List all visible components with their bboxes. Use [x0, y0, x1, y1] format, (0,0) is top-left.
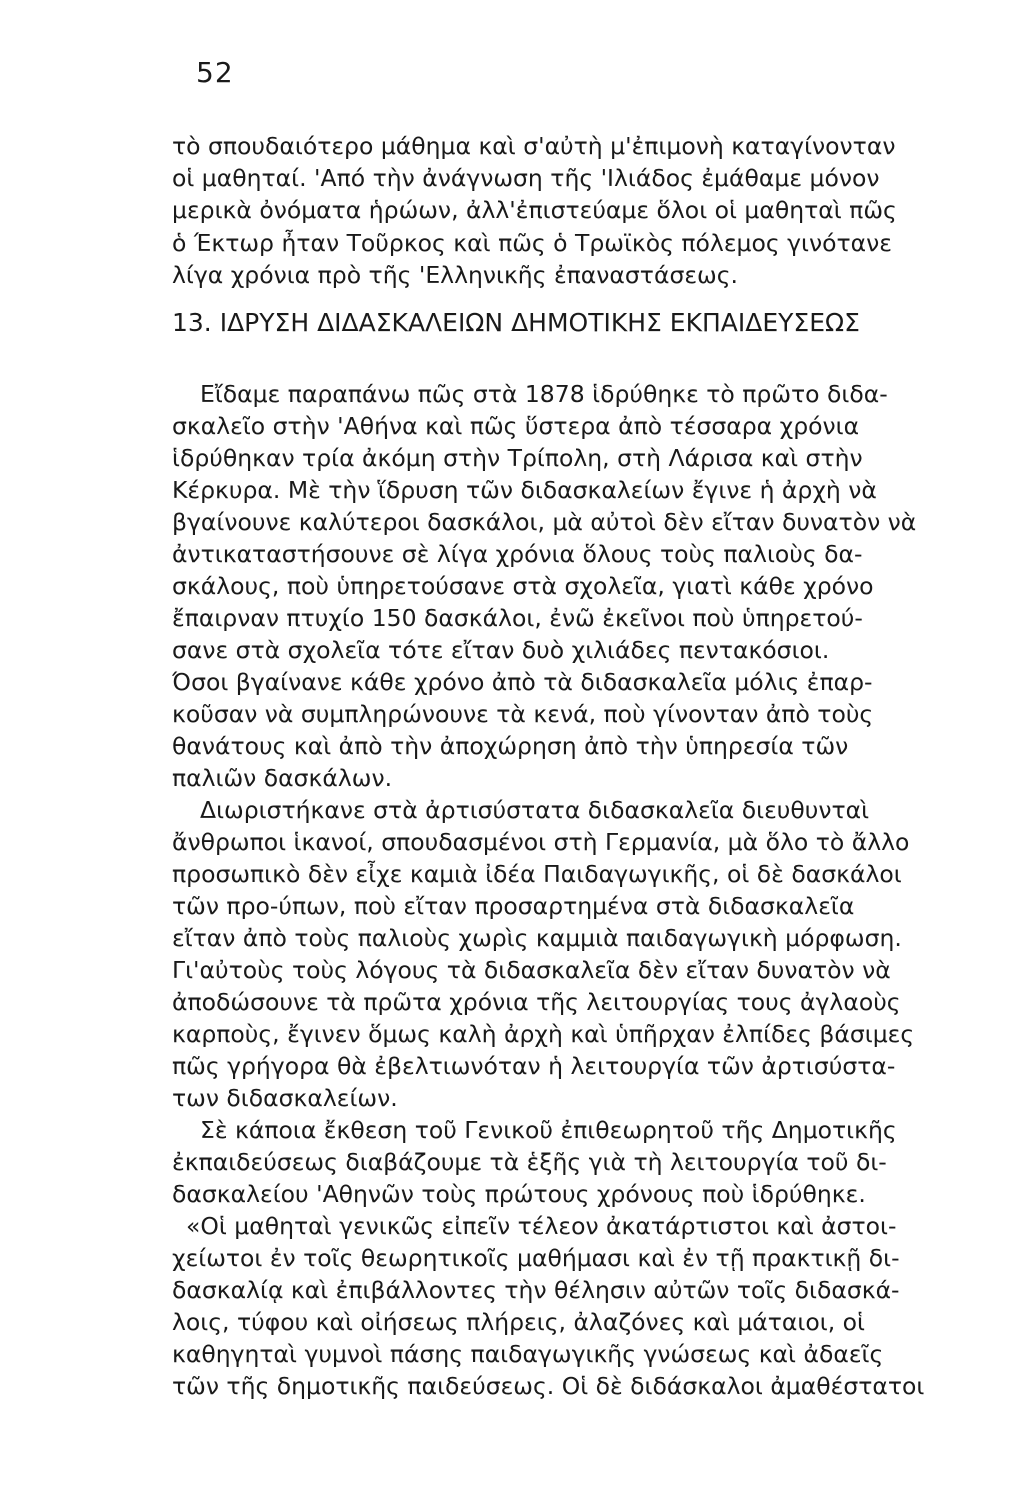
text-line: σανε στὰ σχολεῖα τότε εἴταν δυὸ χιλιάδες πεντακόσιοι. [172, 636, 830, 664]
text-line: σκαλεῖο στὴν 'Αθήνα καὶ πῶς ὕστερα ἀπὸ τέσσαρα χρόνια [172, 412, 860, 440]
text-line: καρποὺς, ἔγινεν ὅμως καλὴ ἀρχὴ καὶ ὑπῆρχαν ἐλπίδες βάσιμες [172, 1020, 915, 1048]
text-line: Σὲ κάποια ἔκθεση τοῦ Γενικοῦ ἐπιθεωρητοῦ τῆς Δημοτικῆς [200, 1116, 897, 1144]
text-line: πῶς γρήγορα θὰ ἐβελτιωνόταν ἡ λειτουργία τῶν ἀρτισύστα- [172, 1052, 896, 1080]
text-line: παλιῶν δασκάλων. [172, 764, 393, 792]
text-line: τῶν τῆς δημοτικῆς παιδεύσεως. Οἱ δὲ διδάσκαλοι ἀμαθέστατοι [172, 1372, 925, 1400]
text-line: καθηγηταὶ γυμνοὶ πάσης παιδαγωγικῆς γνώσεως καὶ ἀδαεῖς [172, 1340, 884, 1368]
text-line: μερικὰ ὀνόματα ἡρώων, ἀλλ'ἐπιστεύαμε ὅλοι οἱ μαθηταὶ πῶς [172, 196, 897, 224]
text-line: θανάτους καὶ ἀπὸ τὴν ἀποχώρηση ἀπὸ τὴν ὑπηρεσία τῶν [172, 732, 849, 760]
text-line: δασκαλείου 'Αθηνῶν τοὺς πρώτους χρόνους ποὺ ἱδρύθηκε. [172, 1180, 866, 1208]
text-line: βγαίνουνε καλύτεροι δασκάλοι, μὰ αὐτοὶ δὲν εἴταν δυνατὸν νὰ [172, 508, 917, 536]
text-line: εἴταν ἀπὸ τοὺς παλιοὺς χωρὶς καμμιὰ παιδαγωγικὴ μόρφωση. [172, 924, 902, 952]
text-line: ἄνθρωποι ἱκανοί, σπουδασμένοι στὴ Γερμανία, μὰ ὅλο τὸ ἄλλο [172, 828, 910, 856]
text-line: Διωριστήκανε στὰ ἀρτισύστατα διδασκαλεῖα διευθυνταὶ [200, 796, 870, 824]
text-line: οἱ μαθηταί. 'Από τὴν ἀνάγνωση τῆς 'Ιλιάδος ἐμάθαμε μόνον [172, 164, 880, 192]
page-number: 52 [196, 56, 234, 89]
text-line: λίγα χρόνια πρὸ τῆς 'Ελληνικῆς ἐπαναστάσεως. [172, 261, 738, 289]
text-line: Όσοι βγαίνανε κάθε χρόνο ἀπὸ τὰ διδασκαλεῖα μόλις ἐπαρ- [172, 668, 873, 696]
text-line: τὸ σπουδαιότερο μάθημα καὶ σ'αὐτὴ μ'ἐπιμονὴ καταγίνονταν [172, 132, 896, 160]
text-line: προσωπικὸ δὲν εἶχε καμιὰ ἰδέα Παιδαγωγικῆς, οἱ δὲ δασκάλοι [172, 860, 902, 888]
text-line: των διδασκαλείων. [172, 1084, 398, 1112]
text-line: κοῦσαν νὰ συμπληρώνουνε τὰ κενά, ποὺ γίνονταν ἀπὸ τοὺς [172, 700, 874, 728]
section-heading: 13. ΙΔΡΥΣΗ ΔΙΔΑΣΚΑΛΕΙΩΝ ΔΗΜΟΤΙΚΗΣ ΕΚΠΑΙΔΕΥΣΕΩΣ [172, 308, 860, 337]
text-line: λοις, τύφου καὶ οἰήσεως πλήρεις, ἀλαζόνες καὶ μάταιοι, οἱ [172, 1308, 865, 1336]
text-line: τῶν προ-ύπων, ποὺ εἴταν προσαρτημένα στὰ διδασκαλεῖα [172, 892, 855, 920]
text-line: «Οἱ μαθηταὶ γενικῶς εἰπεῖν τέλεον ἀκατάρτιστοι καὶ ἀστοι- [186, 1212, 897, 1240]
text-line: Γι'αὐτοὺς τοὺς λόγους τὰ διδασκαλεῖα δὲν εἴταν δυνατὸν νὰ [172, 956, 891, 984]
text-line: ἐκπαιδεύσεως διαβάζουμε τὰ ἑξῆς γιὰ τὴ λειτουργία τοῦ δι- [172, 1148, 887, 1176]
text-line: χείωτοι ἐν τοῖς θεωρητικοῖς μαθήμασι καὶ ἐν τῇ πρακτικῇ δι- [172, 1244, 900, 1272]
text-line: ἀντικαταστήσουνε σὲ λίγα χρόνια ὅλους τοὺς παλιοὺς δα- [172, 540, 863, 568]
text-line: ἔπαιρναν πτυχίο 150 δασκάλοι, ἐνῶ ἐκεῖνοι ποὺ ὑπηρετού- [172, 604, 863, 632]
text-line: ἱδρύθηκαν τρία ἀκόμη στὴν Τρίπολη, στὴ Λάρισα καὶ στὴν [172, 444, 863, 472]
text-line: ὁ Έκτωρ ἦταν Τοῦρκος καὶ πῶς ὁ Τρωϊκὸς πόλεμος γινότανε [172, 229, 892, 257]
text-line: Εἴδαμε παραπάνω πῶς στὰ 1878 ἱδρύθηκε τὸ πρῶτο διδα- [200, 380, 888, 408]
text-line: ἀποδώσουνε τὰ πρῶτα χρόνια τῆς λειτουργίας τους ἀγλαοὺς [172, 988, 901, 1016]
text-line: δασκαλίᾳ καὶ ἐπιβάλλοντες τὴν θέλησιν αὐτῶν τοῖς διδασκά- [172, 1276, 900, 1304]
text-line: Κέρκυρα. Μὲ τὴν ἵδρυση τῶν διδασκαλείων ἔγινε ἡ ἀρχὴ νὰ [172, 476, 877, 504]
text-line: σκάλους, ποὺ ὑπηρετούσανε στὰ σχολεῖα, γιατὶ κάθε χρόνο [172, 572, 874, 600]
